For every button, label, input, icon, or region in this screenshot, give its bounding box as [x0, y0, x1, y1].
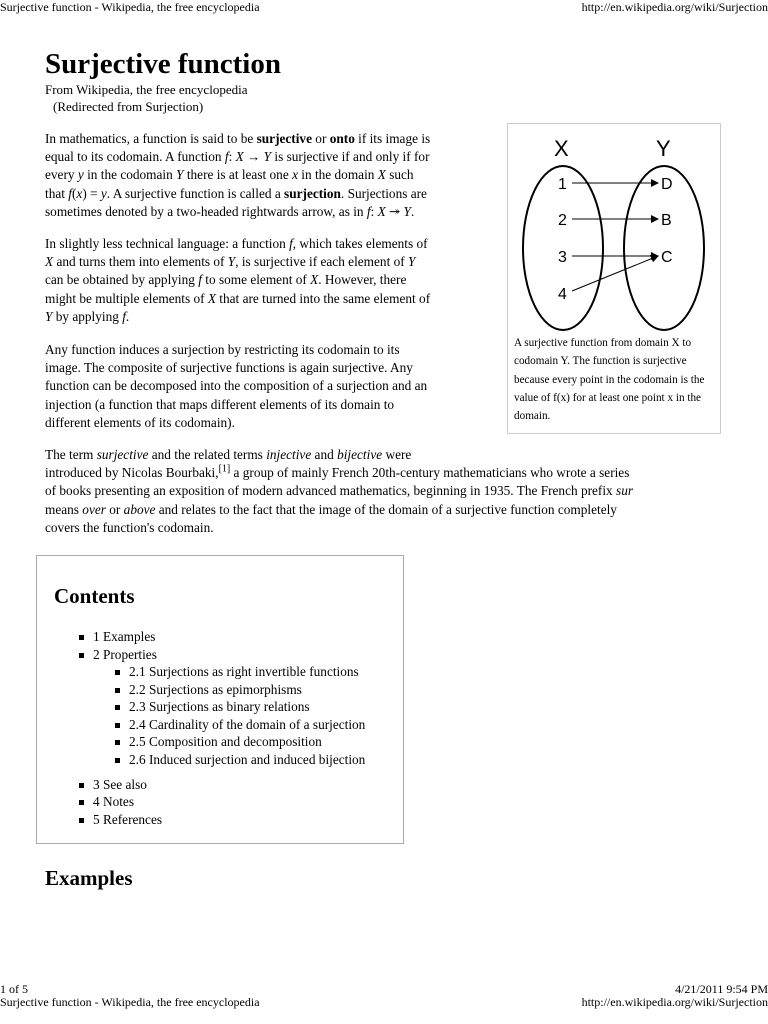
domain-label-2: 2	[558, 212, 567, 229]
intro-paragraph: In mathematics, a function is said to be surjective or onto if its image is equal to its codomain. A function f: X → Y is surjective if and only if for every y in the codomain Y there is at least one x in the domain X such that f(x) = y. A surjective function is called a surjection. Surjections are sometimes denoted by a two-headed rightwards arrow, as in f: X ↠ Y.	[45, 131, 431, 219]
set-y-label: Y	[656, 136, 671, 161]
surjection-diagram	[508, 124, 722, 334]
bullet-icon	[115, 723, 120, 728]
bullet-icon	[115, 740, 120, 745]
examples-heading: Examples	[45, 866, 133, 890]
from-wikipedia: From Wikipedia, the free encyclopedia	[45, 82, 248, 97]
bullet-icon	[115, 670, 120, 675]
print-footer-timestamp: 4/21/2011 9:54 PM	[675, 982, 768, 996]
toc-item-cardinality[interactable]: 2.4 Cardinality of the domain of a surjection	[115, 716, 365, 733]
bullet-icon	[79, 635, 84, 640]
print-footer-page: 1 of 5	[0, 982, 28, 996]
bullet-icon	[79, 783, 84, 788]
informal-paragraph: In slightly less technical language: a function f, which takes elements of X and turns them into elements of Y, is surjective if each element of Y can be obtained by applying f to some element of X. However, there might be multiple elements of X that are turned into the same element of Y by applying f.	[45, 236, 431, 324]
domain-label-3: 3	[558, 249, 567, 266]
print-footer-title: Surjective function - Wikipedia, the free encyclopedia	[0, 995, 260, 1009]
bullet-icon	[115, 758, 120, 763]
domain-label-1: 1	[558, 176, 567, 193]
term-surjective: surjective	[256, 131, 312, 146]
domain-label-4: 4	[558, 286, 567, 303]
map-arrow-4-c	[572, 256, 658, 291]
codomain-label-b: B	[661, 212, 672, 229]
codomain-label-c: C	[661, 249, 673, 266]
toc-item-properties[interactable]: 2 Properties	[79, 646, 157, 663]
term-surjection: surjection	[284, 185, 341, 201]
toc-item-induced[interactable]: 2.6 Induced surjection and induced bijection	[115, 751, 365, 768]
toc-item-epimorphisms[interactable]: 2.2 Surjections as epimorphisms	[115, 681, 302, 698]
bullet-icon	[79, 653, 84, 658]
etymology-paragraph: The term surjective and the related terms injective and bijective were introduced by Nicolas Bourbaki,[1] a group of mainly French 20th-century mathematicians who wrote a series of books presenting an exposition of modern advanced mathematics, beginning in 1935. The French prefix sur means over or above and relates to the fact that the image of the domain of a surjective function completely covers the function's codomain.	[45, 447, 634, 535]
table-of-contents	[36, 555, 404, 844]
figure-caption: A surjective function from domain X to codomain Y. The function is surjective because every point in the codomain is the value of f(x) for at least one point x in the domain.	[514, 337, 705, 423]
toc-item-right-invertible[interactable]: 2.1 Surjections as right invertible functions	[115, 663, 359, 680]
toc-item-composition[interactable]: 2.5 Composition and decomposition	[115, 733, 322, 750]
toc-item-notes[interactable]: 4 Notes	[79, 793, 134, 810]
set-x-label: X	[554, 136, 569, 161]
toc-item-examples[interactable]: 1 Examples	[79, 628, 155, 645]
toc-item-see-also[interactable]: 3 See also	[79, 776, 147, 793]
bullet-icon	[115, 688, 120, 693]
page-title: Surjective function	[45, 48, 281, 80]
print-header-title: Surjective function - Wikipedia, the free encyclopedia	[0, 0, 260, 14]
citation-1[interactable]: [1]	[218, 463, 231, 475]
term-onto: onto	[329, 131, 355, 146]
surjection-figure	[507, 123, 721, 434]
print-footer-url: http://en.wikipedia.org/wiki/Surjection	[581, 995, 768, 1009]
redirect-note: (Redirected from Surjection)	[53, 99, 204, 114]
bullet-icon	[79, 800, 84, 805]
codomain-label-d: D	[661, 176, 673, 193]
toc-title: Contents	[54, 584, 135, 608]
print-header-url: http://en.wikipedia.org/wiki/Surjection	[581, 0, 768, 14]
bullet-icon	[115, 705, 120, 710]
composition-paragraph: Any function induces a surjection by restricting its codomain to its image. The composite of surjective functions is again surjective. Any function can be decomposed into the composition of a surjection and an injection (a function that maps different elements of its domain to different elements of its codomain).	[45, 342, 428, 430]
bullet-icon	[79, 818, 84, 823]
toc-item-binary-relations[interactable]: 2.3 Surjections as binary relations	[115, 698, 310, 715]
toc-item-references[interactable]: 5 References	[79, 811, 162, 828]
